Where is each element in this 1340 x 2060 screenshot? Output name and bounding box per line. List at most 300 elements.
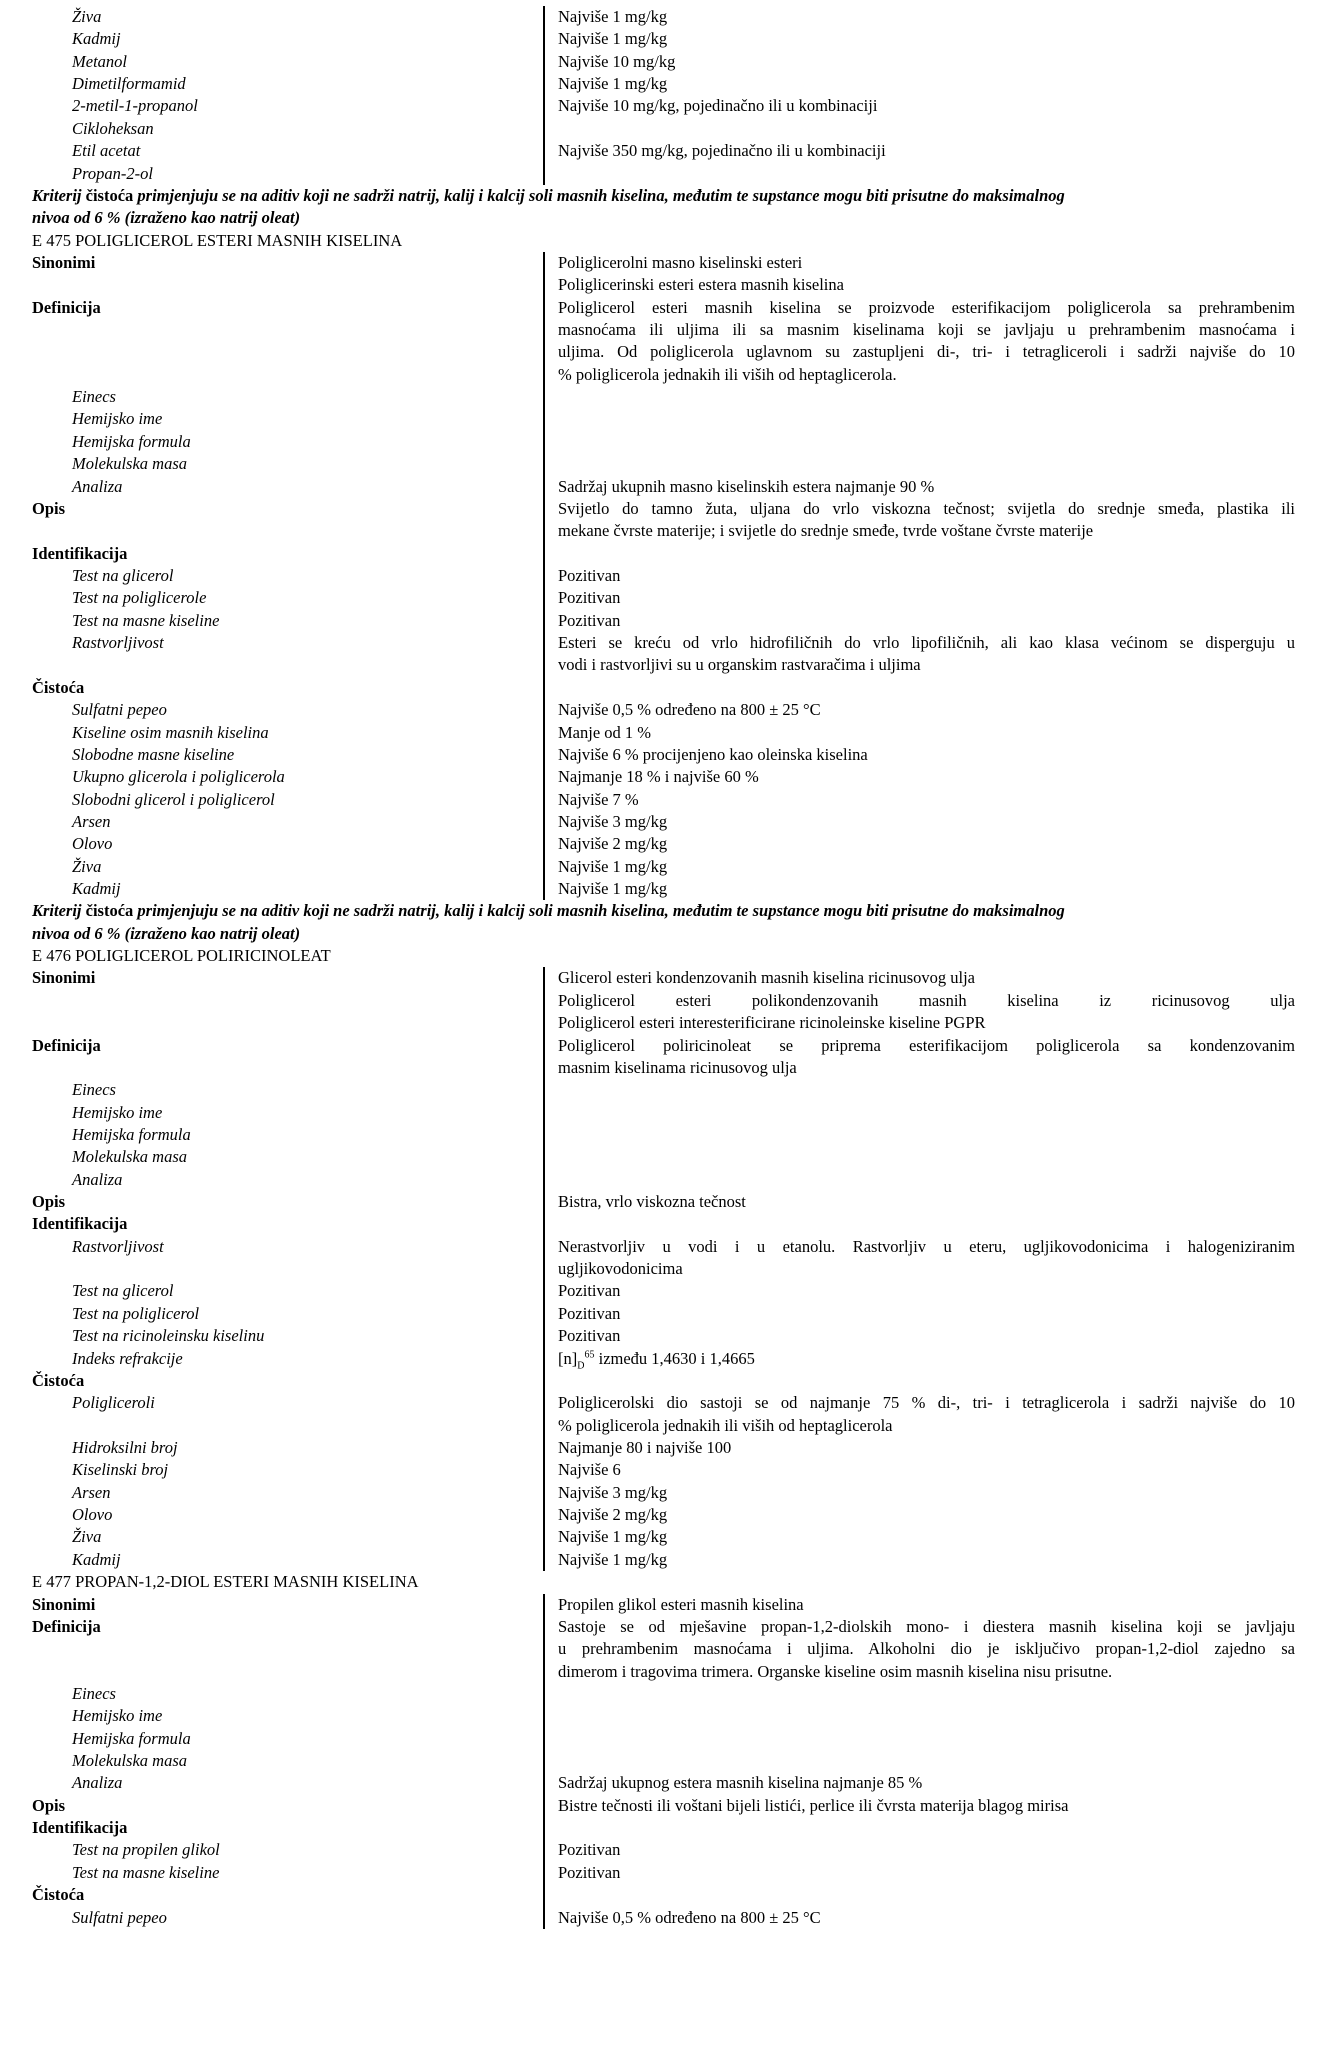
property-value: Najviše 1 mg/kg bbox=[558, 29, 668, 49]
spec-value-cell bbox=[545, 1728, 1295, 1750]
property-value: Poliglicerolni masno kiselinski esteri bbox=[558, 252, 803, 272]
spec-label-cell bbox=[0, 1146, 543, 1168]
spec-label-cell bbox=[0, 811, 543, 833]
spec-row bbox=[0, 833, 1340, 855]
spec-label-cell bbox=[0, 610, 543, 632]
property-label: Hemijska formula bbox=[72, 1124, 191, 1144]
property-label: Rastvorljivost bbox=[72, 633, 164, 653]
property-value: Pozitivan bbox=[558, 1326, 621, 1346]
spec-row bbox=[0, 431, 1340, 453]
spec-value-cell bbox=[545, 610, 1295, 632]
property-label: Slobodni glicerol i poliglicerol bbox=[72, 789, 275, 809]
spec-value-cell bbox=[545, 811, 1295, 833]
property-label: Test na poliglicerole bbox=[72, 588, 207, 608]
property-value: ugljikovodonicima bbox=[558, 1259, 683, 1279]
spec-label-cell bbox=[0, 1862, 543, 1884]
spec-row bbox=[0, 252, 1340, 297]
property-value bbox=[558, 431, 1295, 453]
spec-label-cell bbox=[0, 51, 543, 73]
spec-label-cell bbox=[0, 1213, 543, 1235]
spec-value-cell bbox=[545, 163, 1295, 185]
property-value: Najviše 350 mg/kg, pojedinačno ili u kombinaciji bbox=[558, 141, 886, 161]
spec-row bbox=[0, 1728, 1340, 1750]
spec-label-cell bbox=[0, 1124, 543, 1146]
property-label: Etil acetat bbox=[72, 141, 141, 161]
spec-label-cell bbox=[0, 1169, 543, 1191]
property-label: Arsen bbox=[72, 1482, 111, 1502]
spec-row bbox=[0, 453, 1340, 475]
spec-label-cell bbox=[0, 118, 543, 140]
property-label: Hidroksilni broj bbox=[72, 1438, 178, 1457]
spec-label-cell bbox=[0, 1526, 543, 1548]
spec-value-cell bbox=[545, 1907, 1295, 1929]
spec-row bbox=[0, 51, 1340, 73]
spec-label-cell bbox=[0, 163, 543, 185]
spec-label-cell bbox=[0, 476, 543, 498]
property-value: Poliglicerol poliricinoleat se priprema esterifikacijom poliglicerola sa kondenzovanim bbox=[558, 1035, 1295, 1055]
property-value: uljima. Od poliglicerola uglavnom su zastupljeni di-, tri- i tetragliceroli i sadrži najviše do 10 bbox=[558, 342, 1295, 362]
section-heading: Čistoća bbox=[32, 1370, 85, 1390]
spec-label-cell bbox=[0, 587, 543, 609]
property-value: Esteri se kreću od vrlo hidrofiličnih do vrlo lipofiličnih, ali kao klasa većinom se disperguju u bbox=[558, 633, 1295, 653]
spec-value-cell bbox=[545, 833, 1295, 855]
section-heading: Definicija bbox=[32, 297, 101, 317]
property-value: Najviše 1 mg/kg bbox=[558, 1549, 668, 1569]
property-label: Sulfatni pepeo bbox=[72, 700, 167, 720]
property-label: Kadmij bbox=[72, 1549, 121, 1569]
spec-section-e475 bbox=[0, 230, 1340, 946]
spec-value-cell bbox=[545, 1146, 1295, 1168]
spec-row bbox=[0, 856, 1340, 878]
note-text: primjenjuju se na aditiv koji ne sadrži natrij, kalij i kalcij soli masnih kiselina, međutim te supstance mogu biti prisutne do maksimalnog bbox=[137, 185, 1065, 205]
spec-row bbox=[0, 766, 1340, 788]
property-label: Kadmij bbox=[72, 879, 121, 899]
property-value: Najviše 6 % procijenjeno kao oleinska kiselina bbox=[558, 744, 868, 764]
property-label: Analiza bbox=[72, 476, 123, 496]
property-value bbox=[558, 1079, 1295, 1101]
property-label: Sulfatni pepeo bbox=[72, 1907, 167, 1927]
property-value bbox=[558, 1750, 1295, 1772]
property-value: Najviše 1 mg/kg bbox=[558, 856, 668, 876]
spec-label-cell bbox=[0, 856, 543, 878]
spec-row bbox=[0, 1169, 1340, 1191]
property-value: Pozitivan bbox=[558, 1303, 621, 1323]
spec-value-cell bbox=[545, 543, 1295, 565]
spec-row bbox=[0, 1862, 1340, 1884]
section-heading: Opis bbox=[32, 1795, 66, 1815]
spec-label-cell bbox=[0, 878, 543, 900]
property-label: Propan-2-ol bbox=[72, 163, 153, 183]
spec-value-cell bbox=[545, 1325, 1295, 1347]
spec-label-cell bbox=[0, 1616, 543, 1683]
property-value: % poliglicerola jednakih ili viših od heptaglicerola bbox=[558, 1415, 893, 1435]
property-value bbox=[558, 386, 1295, 408]
section-heading: Sinonimi bbox=[32, 1594, 96, 1614]
spec-value-cell bbox=[545, 722, 1295, 744]
spec-row bbox=[0, 1213, 1340, 1235]
property-value: Nerastvorljiv u vodi i u etanolu. Rastvorljiv u eteru, ugljikovodonicima i halogeniziranim bbox=[558, 1236, 1295, 1256]
property-label: 2-metil-1-propanol bbox=[72, 96, 198, 116]
spec-value-cell bbox=[545, 565, 1295, 587]
spec-row bbox=[0, 1459, 1340, 1481]
spec-value-cell bbox=[545, 1772, 1295, 1794]
spec-row bbox=[0, 967, 1340, 1034]
spec-row bbox=[0, 163, 1340, 185]
spec-row bbox=[0, 1795, 1340, 1817]
purity-criteria-note bbox=[0, 185, 1302, 207]
property-label: Test na glicerol bbox=[72, 565, 174, 585]
property-value: Propilen glikol esteri masnih kiselina bbox=[558, 1594, 804, 1614]
spec-value-cell bbox=[545, 73, 1295, 95]
spec-row bbox=[0, 543, 1340, 565]
property-label: Poligliceroli bbox=[72, 1393, 155, 1413]
spec-label-cell bbox=[0, 1705, 543, 1727]
property-value: Pozitivan bbox=[558, 588, 621, 608]
property-value: Poliglicerol esteri interesterificirane ricinoleinske kiseline PGPR bbox=[558, 1013, 986, 1033]
property-value: dimerom i tragovima trimera. Organske kiseline osim masnih kiselina nisu prisutne. bbox=[558, 1661, 1113, 1681]
spec-row bbox=[0, 95, 1340, 117]
additive-title: E 476 POLIGLICEROL POLIRICINOLEAT bbox=[32, 946, 331, 966]
spec-value-cell bbox=[545, 1705, 1295, 1727]
section-heading: Opis bbox=[32, 498, 66, 518]
spec-label-cell bbox=[0, 95, 543, 117]
spec-row bbox=[0, 1236, 1340, 1281]
spec-label-cell bbox=[0, 1907, 543, 1929]
spec-label-cell bbox=[0, 1236, 543, 1281]
spec-label-cell bbox=[0, 744, 543, 766]
spec-row bbox=[0, 1884, 1340, 1906]
property-value: Najviše 7 % bbox=[558, 789, 639, 809]
spec-label-cell bbox=[0, 1750, 543, 1772]
refraction-superscript: 65 bbox=[584, 1349, 595, 1361]
property-value: masnoćama ili uljima ili sa masnim kiselinama koji se javljaju u prehrambenim masnoćama i bbox=[558, 320, 1295, 340]
property-label: Analiza bbox=[72, 1773, 123, 1793]
property-label: Test na masne kiseline bbox=[72, 1862, 220, 1882]
spec-row bbox=[0, 565, 1340, 587]
section-heading: Čistoća bbox=[32, 677, 85, 697]
property-value bbox=[558, 1213, 1295, 1235]
spec-value-cell bbox=[545, 1236, 1295, 1281]
property-label: Arsen bbox=[72, 811, 111, 831]
spec-row bbox=[0, 118, 1340, 140]
spec-value-cell bbox=[545, 431, 1295, 453]
property-value bbox=[558, 1705, 1295, 1727]
property-label: Indeks refrakcije bbox=[72, 1348, 183, 1368]
property-value bbox=[558, 677, 1295, 699]
spec-row bbox=[0, 1437, 1340, 1459]
section-heading: Sinonimi bbox=[32, 968, 96, 988]
spec-row bbox=[0, 6, 1340, 28]
spec-row bbox=[0, 1191, 1340, 1213]
section-heading: Opis bbox=[32, 1192, 66, 1212]
spec-label-cell bbox=[0, 1035, 543, 1080]
spec-row bbox=[0, 297, 1340, 386]
spec-row bbox=[0, 1280, 1340, 1302]
property-value: Pozitivan bbox=[558, 1281, 621, 1301]
spec-label-cell bbox=[0, 677, 543, 699]
refraction-subscript: D bbox=[577, 1359, 585, 1371]
spec-row bbox=[0, 1146, 1340, 1168]
spec-row bbox=[0, 1348, 1340, 1370]
spec-row bbox=[0, 498, 1340, 543]
property-label: Kadmij bbox=[72, 29, 121, 49]
spec-label-cell bbox=[0, 699, 543, 721]
property-label: Test na masne kiseline bbox=[72, 610, 220, 630]
spec-row bbox=[0, 1392, 1340, 1437]
spec-label-cell bbox=[0, 565, 543, 587]
property-label: Živa bbox=[72, 7, 102, 26]
property-value: masnim kiselinama ricinusovog ulja bbox=[558, 1057, 797, 1077]
spec-row bbox=[0, 1817, 1340, 1839]
spec-row bbox=[0, 1772, 1340, 1794]
spec-row bbox=[0, 1325, 1340, 1347]
spec-value-cell bbox=[545, 1102, 1295, 1124]
spec-label-cell bbox=[0, 1772, 543, 1794]
spec-value-cell bbox=[545, 498, 1295, 543]
spec-label-cell bbox=[0, 1594, 543, 1616]
spec-label-cell bbox=[0, 1392, 543, 1437]
spec-table bbox=[0, 1594, 1340, 1929]
property-label: Ukupno glicerola i poliglicerola bbox=[72, 767, 285, 787]
spec-row bbox=[0, 1750, 1340, 1772]
spec-label-cell bbox=[0, 73, 543, 95]
property-value: Pozitivan bbox=[558, 1862, 621, 1882]
spec-value-cell bbox=[545, 51, 1295, 73]
spec-label-cell bbox=[0, 1728, 543, 1750]
spec-label-cell bbox=[0, 1459, 543, 1481]
spec-value-cell bbox=[545, 1280, 1295, 1302]
property-label: Živa bbox=[72, 1527, 102, 1547]
property-value: % poliglicerola jednakih ili viših od heptaglicerola. bbox=[558, 364, 897, 384]
spec-value-cell bbox=[545, 28, 1295, 50]
spec-row bbox=[0, 1124, 1340, 1146]
spec-value-cell bbox=[545, 1884, 1295, 1906]
property-label: Metanol bbox=[72, 51, 127, 71]
property-value bbox=[558, 1884, 1295, 1906]
spec-label-cell bbox=[0, 1079, 543, 1101]
property-value: Sadržaj ukupnih masno kiselinskih estera najmanje 90 % bbox=[558, 476, 935, 496]
spec-row bbox=[0, 140, 1340, 162]
spec-value-cell bbox=[545, 1504, 1295, 1526]
property-label: Hemijska formula bbox=[72, 1728, 191, 1748]
spec-value-cell bbox=[545, 1079, 1295, 1101]
spec-row bbox=[0, 73, 1340, 95]
spec-value-cell bbox=[545, 967, 1295, 1034]
spec-value-cell bbox=[545, 856, 1295, 878]
spec-value-cell bbox=[545, 1482, 1295, 1504]
property-value: Najviše 1 mg/kg bbox=[558, 7, 668, 26]
spec-row bbox=[0, 744, 1340, 766]
spec-value-cell bbox=[545, 252, 1295, 297]
property-label: Molekulska masa bbox=[72, 454, 188, 474]
refraction-range: između 1,4630 i 1,4665 bbox=[594, 1348, 755, 1368]
refraction-symbol: [n] bbox=[558, 1348, 578, 1368]
spec-value-cell bbox=[545, 1191, 1295, 1213]
property-label: Hemijska formula bbox=[72, 431, 191, 451]
spec-row bbox=[0, 1549, 1340, 1571]
property-value: Najviše 0,5 % određeno na 800 ± 25 °C bbox=[558, 700, 821, 720]
spec-value-cell bbox=[545, 1392, 1295, 1437]
spec-table bbox=[0, 6, 1340, 185]
section-heading: Identifikacija bbox=[32, 1818, 128, 1838]
spec-row bbox=[0, 476, 1340, 498]
spec-label-cell bbox=[0, 498, 543, 543]
property-label: Cikloheksan bbox=[72, 118, 154, 138]
section-heading: Definicija bbox=[32, 1616, 101, 1636]
property-value bbox=[558, 1146, 1295, 1168]
spec-row bbox=[0, 1526, 1340, 1548]
property-value: Sadržaj ukupnog estera masnih kiselina najmanje 85 % bbox=[558, 1773, 923, 1793]
spec-value-cell bbox=[545, 632, 1295, 677]
property-value bbox=[558, 408, 1295, 430]
spec-label-cell bbox=[0, 1884, 543, 1906]
spec-value-cell bbox=[545, 1459, 1295, 1481]
property-label: Olovo bbox=[72, 1505, 113, 1525]
property-label: Živa bbox=[72, 856, 102, 876]
spec-section-e474-tail bbox=[0, 6, 1340, 230]
spec-value-cell bbox=[545, 1795, 1295, 1817]
purity-criteria-note bbox=[0, 900, 1302, 922]
spec-value-cell bbox=[545, 1683, 1295, 1705]
spec-label-cell bbox=[0, 543, 543, 565]
spec-label-cell bbox=[0, 453, 543, 475]
spec-value-cell bbox=[545, 744, 1295, 766]
spec-value-cell bbox=[545, 1862, 1295, 1884]
spec-table bbox=[0, 967, 1340, 1571]
property-value bbox=[558, 1370, 1295, 1392]
spec-value-cell bbox=[545, 453, 1295, 475]
property-value: mekane čvrste materije; i svijetle do srednje smeđe, tvrde voštane čvrste materije bbox=[558, 521, 1094, 541]
spec-label-cell bbox=[0, 1370, 543, 1392]
spec-label-cell bbox=[0, 1795, 543, 1817]
note-text: čistoća bbox=[81, 185, 138, 205]
property-value: Manje od 1 % bbox=[558, 722, 652, 742]
spec-value-cell bbox=[545, 789, 1295, 811]
spec-row bbox=[0, 587, 1340, 609]
spec-value-cell bbox=[545, 1303, 1295, 1325]
property-value: Pozitivan bbox=[558, 610, 621, 630]
spec-value-cell bbox=[545, 1817, 1295, 1839]
property-label: Hemijsko ime bbox=[72, 409, 163, 429]
spec-value-cell bbox=[545, 766, 1295, 788]
spec-label-cell bbox=[0, 28, 543, 50]
spec-value-cell bbox=[545, 297, 1295, 386]
spec-value-cell bbox=[545, 1035, 1295, 1080]
property-label: Rastvorljivost bbox=[72, 1236, 164, 1256]
spec-label-cell bbox=[0, 722, 543, 744]
property-label: Hemijsko ime bbox=[72, 1102, 163, 1122]
spec-label-cell bbox=[0, 1303, 543, 1325]
spec-value-cell bbox=[545, 1348, 1295, 1370]
property-value bbox=[558, 543, 1295, 565]
property-value: Najviše 6 bbox=[558, 1460, 621, 1480]
additive-title: E 475 POLIGLICEROL ESTERI MASNIH KISELINA bbox=[32, 230, 403, 250]
property-label: Slobodne masne kiseline bbox=[72, 744, 235, 764]
spec-value-cell bbox=[545, 1526, 1295, 1548]
property-value bbox=[558, 1348, 1295, 1370]
spec-value-cell bbox=[545, 677, 1295, 699]
property-value: Svijetlo do tamno žuta, uljana do vrlo viskozna tečnost; svijetla do srednje smeđa, plastika ili bbox=[558, 498, 1295, 518]
spec-value-cell bbox=[545, 1594, 1295, 1616]
property-value: vodi i rastvorljivi su u organskim rastvaračima i uljima bbox=[558, 655, 921, 675]
property-value bbox=[558, 1169, 1295, 1191]
property-label: Molekulska masa bbox=[72, 1751, 188, 1771]
spec-value-cell bbox=[545, 408, 1295, 430]
property-value: Najmanje 80 i najviše 100 bbox=[558, 1438, 732, 1457]
spec-label-cell bbox=[0, 140, 543, 162]
property-value: Najviše 0,5 % određeno na 800 ± 25 °C bbox=[558, 1907, 821, 1927]
spec-label-cell bbox=[0, 967, 543, 1034]
spec-label-cell bbox=[0, 1482, 543, 1504]
spec-value-cell bbox=[545, 878, 1295, 900]
property-value bbox=[558, 1102, 1295, 1124]
spec-label-cell bbox=[0, 1683, 543, 1705]
spec-label-cell bbox=[0, 1437, 543, 1459]
spec-label-cell bbox=[0, 297, 543, 386]
property-label: Test na poliglicerol bbox=[72, 1303, 200, 1323]
property-value: Najviše 10 mg/kg, pojedinačno ili u kombinaciji bbox=[558, 96, 878, 116]
spec-label-cell bbox=[0, 1325, 543, 1347]
property-label: Kiseline osim masnih kiselina bbox=[72, 722, 269, 742]
section-heading: Identifikacija bbox=[32, 543, 128, 563]
spec-label-cell bbox=[0, 1102, 543, 1124]
spec-row bbox=[0, 811, 1340, 833]
property-label: Einecs bbox=[72, 1683, 116, 1703]
spec-label-cell bbox=[0, 1504, 543, 1526]
property-value bbox=[558, 1728, 1295, 1750]
property-value: Poliglicerol esteri polikondenzovanih masnih kiselina iz ricinusovog ulja bbox=[558, 990, 1295, 1010]
spec-row bbox=[0, 1594, 1340, 1616]
spec-label-cell bbox=[0, 1817, 543, 1839]
spec-section-e477 bbox=[0, 1571, 1340, 1929]
spec-row bbox=[0, 677, 1340, 699]
property-value bbox=[558, 118, 1295, 140]
spec-value-cell bbox=[545, 1370, 1295, 1392]
spec-label-cell bbox=[0, 1839, 543, 1861]
spec-value-cell bbox=[545, 1437, 1295, 1459]
property-value: Najviše 3 mg/kg bbox=[558, 1482, 668, 1502]
property-value: Najmanje 18 % i najviše 60 % bbox=[558, 767, 759, 787]
spec-row bbox=[0, 1370, 1340, 1392]
property-value: Bistra, vrlo viskozna tečnost bbox=[558, 1192, 746, 1212]
property-value bbox=[558, 1124, 1295, 1146]
property-label: Olovo bbox=[72, 834, 113, 854]
spec-value-cell bbox=[545, 1839, 1295, 1861]
spec-row bbox=[0, 1683, 1340, 1705]
property-label: Einecs bbox=[72, 1080, 116, 1100]
spec-value-cell bbox=[545, 118, 1295, 140]
property-value: Najviše 1 mg/kg bbox=[558, 74, 668, 94]
section-heading: Identifikacija bbox=[32, 1214, 128, 1234]
section-heading: Sinonimi bbox=[32, 252, 96, 272]
spec-label-cell bbox=[0, 789, 543, 811]
spec-value-cell bbox=[545, 1169, 1295, 1191]
spec-value-cell bbox=[545, 1213, 1295, 1235]
spec-value-cell bbox=[545, 1616, 1295, 1683]
spec-value-cell bbox=[545, 386, 1295, 408]
property-value: Bistre tečnosti ili voštani bijeli listići, perlice ili čvrsta materija blagog mirisa bbox=[558, 1795, 1069, 1815]
spec-row bbox=[0, 789, 1340, 811]
spec-row bbox=[0, 722, 1340, 744]
property-label: Einecs bbox=[72, 387, 116, 407]
spec-row bbox=[0, 699, 1340, 721]
spec-row bbox=[0, 408, 1340, 430]
spec-label-cell bbox=[0, 1549, 543, 1571]
spec-row bbox=[0, 1035, 1340, 1080]
additive-title: E 477 PROPAN-1,2-DIOL ESTERI MASNIH KISELINA bbox=[32, 1572, 419, 1592]
spec-row bbox=[0, 1616, 1340, 1683]
spec-label-cell bbox=[0, 632, 543, 677]
